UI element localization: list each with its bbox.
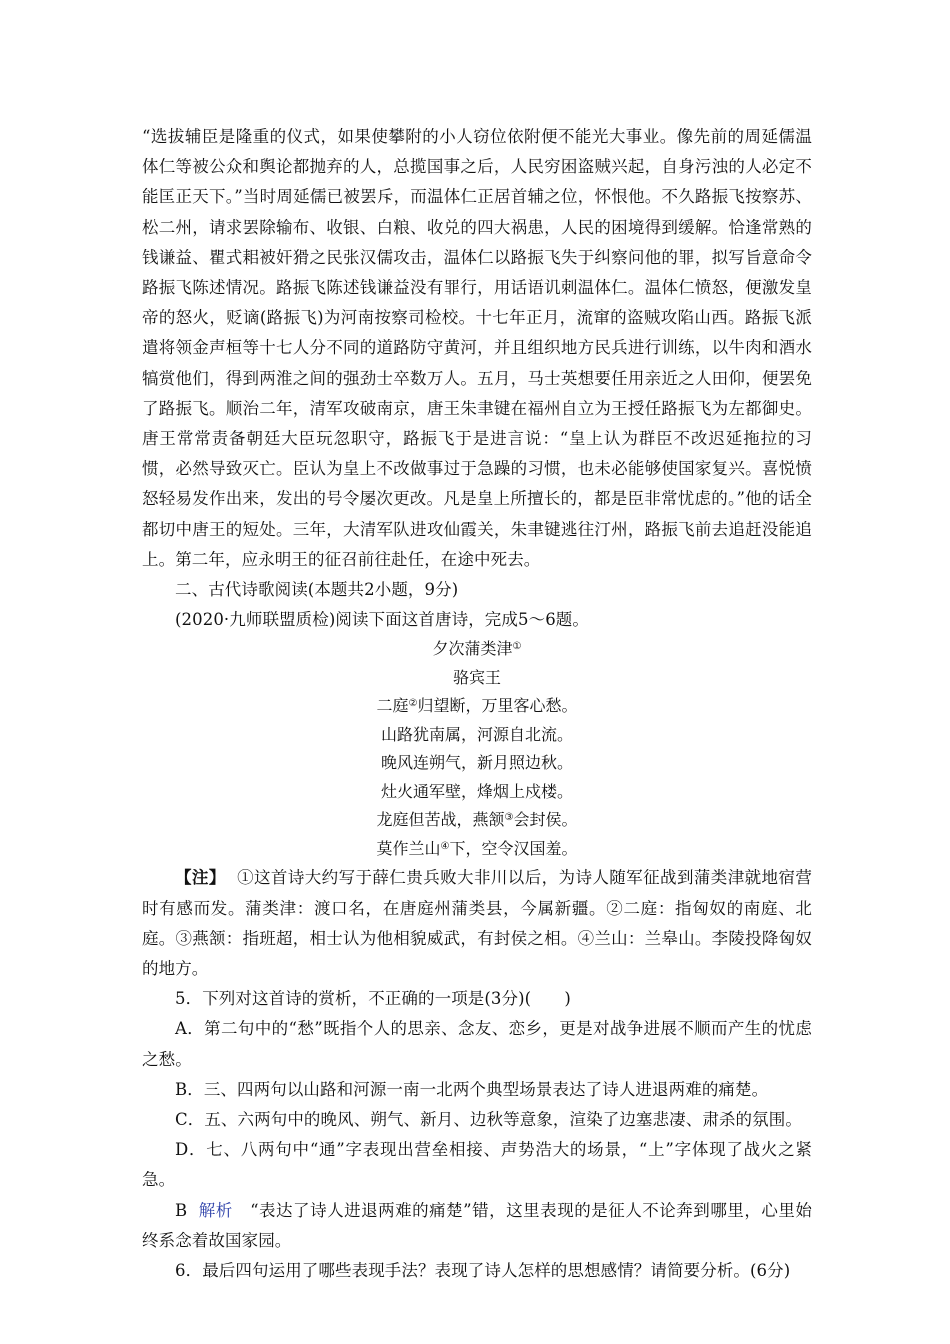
question-6-stem: 6．最后四句运用了哪些表现手法？表现了诗人怎样的思想感情？请简要分析。(6分) (175, 1261, 791, 1281)
note-label: 【注】 (175, 868, 226, 888)
option-b: B．三、四两句以山路和河源一南一北两个典型场景表达了诗人进退两难的痛楚。 (175, 1079, 769, 1099)
poem-line: 晚风连朔气，新月照边秋。 (380, 753, 573, 773)
answer-analysis (142, 1196, 812, 1256)
poem-line: 龙庭但苦战，燕颔③会封侯。 (376, 810, 578, 830)
section-heading: 二、古代诗歌阅读(本题共2小题，9分) (175, 580, 459, 600)
poem-author: 骆宾王 (452, 667, 501, 687)
poem-line: 二庭②归望断，万里客心愁。 (376, 696, 578, 716)
passage-translation: “选拔辅臣是隆重的仪式，如果使攀附的小人窃位依附便不能光大事业。像先前的周延儒温体仁等被公众和舆论都抛弃的人，总揽国事之后，人民穷困盗贼兴起，自身污浊的人必定不能匡正天下。”当时周延儒已被罢斥，而温体仁正居首辅之位，怀恨他。不久路振飞按察苏、松二州，请求罢除输布、收银、白粮、收兑的四大祸患，人民的困境得到缓解。恰逢常熟的钱谦益、瞿式耜被奸猾之民张汉儒攻击，温体仁以路振飞失于纠察问他的罪，拟写旨意命令路振飞陈述情况。路振飞陈述钱谦益没有罪行，用话语讥刺温体仁。温体仁愤怒，便激发皇帝的怒火，贬谪(路振飞)为河南按察司检校。十七年正月，流窜的盗贼攻陷山西。路振飞派遣将领金声桓等十七人分不同的道路防守黄河，并且组织地方民兵进行训练，以牛肉和酒水犒赏他们，得到两淮之间的强劲士卒数万人。五月，马士英想要任用亲近之人田仰，便罢免了路振飞。顺治二年，清军攻破南京，唐王朱聿键在福州自立为王授任路振飞为左都御史。唐王常常责备朝廷大臣玩忽职守，路振飞于是进言说：“皇上认为群臣不改迟延拖拉的习惯，必然导致灭亡。臣认为皇上不改做事过于急躁的习惯，也未必能够使国家复兴。喜悦愤怒轻易发作出来，发出的号令屡次更改。凡是皇上所擅长的，都是臣非常忧虑的。”他的话全都切中唐王的短处。三年，大清军队进攻仙霞关，朱聿键逃往汀州，路振飞前去追赶没能追上。第二年，应永明王的征召前往赴任，在途中死去。 (142, 127, 812, 569)
option-a: A．第二句中的“愁”既指个人的思亲、念友、恋乡，更是对战争进展不顺而产生的忧虑之愁。 (142, 1019, 812, 1069)
source-line: (2020·九师联盟质检)阅读下面这首唐诗，完成5～6题。 (175, 610, 590, 630)
poem (142, 635, 812, 863)
document-page (142, 122, 812, 1286)
option-c: C．五、六两句中的晚风、朔气、新月、边秋等意象，渲染了边塞悲凄、肃杀的氛围。 (175, 1110, 802, 1130)
poem-note (142, 863, 812, 984)
poem-line: 山路犹南属，河源自北流。 (380, 724, 573, 744)
answer-letter: B (175, 1200, 188, 1220)
poem-line: 莫作兰山④下，空令汉国羞。 (376, 838, 578, 858)
poem-title: 夕次蒲类津① (432, 639, 522, 659)
question-5-stem: 5．下列对这首诗的赏析，不正确的一项是(3分)( ) (175, 989, 571, 1009)
analysis-label: 解析 (198, 1200, 233, 1220)
poem-line: 灶火通军壁，烽烟上戍楼。 (380, 781, 573, 801)
note-text: ①这首诗大约写于薛仁贵兵败大非川以后，为诗人随军征战到蒲类津就地宿营时有感而发。蒲类津：渡口名，在唐庭州蒲类县，今属新疆。②二庭：指匈奴的南庭、北庭。③燕颔：指班超，相士认为他相貌威武，有封侯之相。④兰山：兰皋山。李陵投降匈奴的地方。 (142, 868, 812, 979)
footnote-mark: ④ (440, 840, 450, 852)
analysis-text: “表达了诗人进退两难的痛楚”错，这里表现的是征人不论奔到哪里，心里始终系念着故国家园。 (142, 1200, 812, 1250)
option-d: D．七、八两句中“通”字表现出营垒相接、声势浩大的场景，“上”字体现了战火之紧急。 (142, 1140, 812, 1190)
footnote-mark: ② (408, 698, 418, 710)
footnote-mark: ① (512, 641, 522, 653)
footnote-mark: ③ (504, 812, 514, 824)
